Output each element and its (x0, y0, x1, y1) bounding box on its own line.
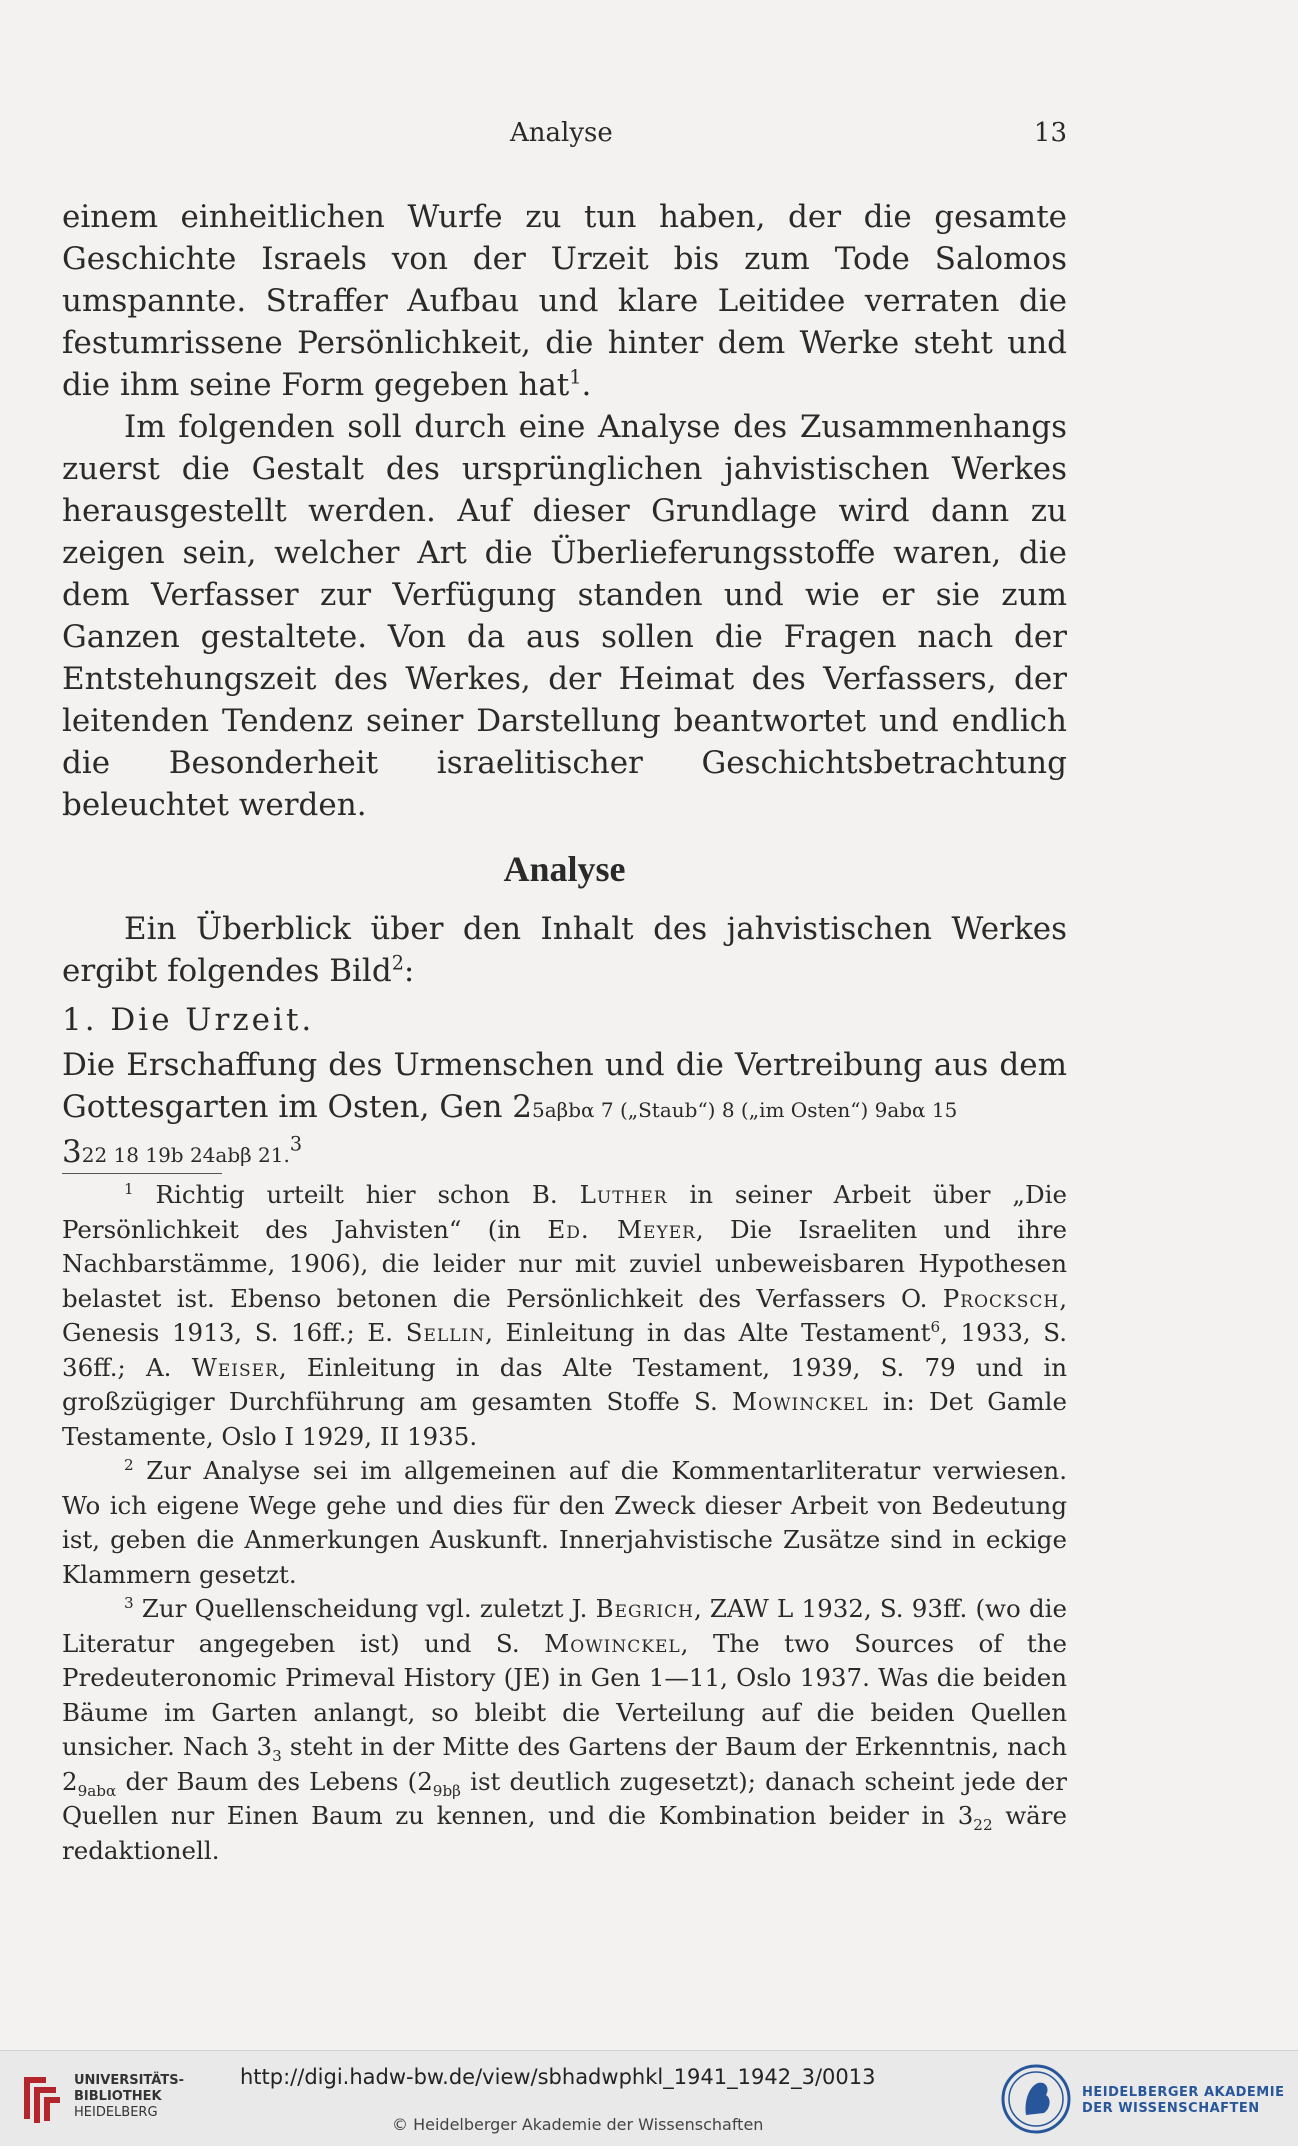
footnote-mark: 1 (124, 1179, 134, 1198)
footnote-text: Zur Quellenscheidung vgl. zuletzt J. (141, 1594, 588, 1623)
author-name: Ed. Meyer (547, 1214, 696, 1244)
item-text: Die Erschaffung des Urmenschen und die Vertreibung aus dem Gottesgarten im Osten, Gen 2 (62, 1047, 1067, 1125)
section-heading: Analyse (503, 849, 626, 889)
running-head (62, 118, 1067, 154)
footnote-text: , Die Israeliten und ihre Nachbarstämme, 1906), die leider nur mit zuviel unbeweisbaren Hypothesen belastet ist. Ebenso betonen die Persönlichkeit des Verfassers O. (62, 1214, 1067, 1313)
library-name (74, 2073, 184, 2121)
academy-seal-icon (1000, 2063, 1072, 2135)
page-number: 13 (1033, 118, 1067, 148)
footnote-mark: 3 (124, 1593, 134, 1612)
footnote-text: , Genesis 1913, S. 16ff.; E. (62, 1283, 1067, 1347)
edition-number: 6 (930, 1317, 941, 1336)
verse-references: 22 18 19b 24abβ 21. (81, 1143, 290, 1167)
footnote-text: , ZAW L 1932, S. 93ff. (wo die Literatur angegeben ist) und S. (62, 1594, 1067, 1658)
verse-ref: 2 (417, 1766, 433, 1796)
footnote-text: Zur Analyse sei im allgemeinen auf die Kommentarliteratur verwiesen. Wo ich eigene Wege gehe und dies für den Zweck dieser Arbeit von Bedeutung ist, geben die Anmerkungen Auskunft. Innerjahvistische Zusätze sind in eckige Klammern gesetzt. (62, 1456, 1067, 1589)
chapter-number: 3 (62, 1134, 82, 1170)
author-name: Luther (579, 1180, 668, 1209)
verse-ref-sub: 3 (272, 1746, 282, 1765)
footnote-3 (62, 1592, 1067, 1868)
footnote-2 (62, 1454, 1067, 1592)
footnote-text: , The two Sources of the Predeuteronomic Primeval History (JE) in Gen 1—11, Oslo 1937. Was die beiden Bäume im Garten anlangt, so bleibt die Verteilung auf die beiden Quellen unsicher. Nach (62, 1628, 1067, 1761)
paragraph-outline (62, 406, 1067, 826)
paragraph-text: Im folgenden soll durch eine Analyse des Zusammenhangs zuerst die Gestalt des ursprünglichen jahvistischen Werkes herausgestellt werden. Auf dieser Grundlage wird dann zu zeigen sein, welcher Art die Überlieferungsstoffe waren, die dem Verfasser zur Verfügung standen und wie er sie zum Ganzen gestaltete. Von da aus sollen die Fragen nach der Entstehungszeit des Werkes, der Heimat des Verfassers, der leitenden Tendenz seiner Darstellung beantwortet und endlich die Besonderheit israelitischer Geschichtsbetrachtung beleuchtet werden. (62, 409, 1067, 823)
running-title: Analyse (510, 118, 613, 148)
academy-line-1: HEIDELBERGER AKADEMIE (1082, 2085, 1285, 2100)
verse-ref: 3 (957, 1801, 974, 1830)
footnote-mark: 2 (124, 1455, 134, 1474)
item-heading: 1. Die Urzeit. (62, 1002, 315, 1038)
verse-ref-sub: 9bβ (432, 1781, 461, 1800)
copyright-notice: © Heidelberger Akademie der Wissenschaften (392, 2115, 764, 2134)
verse-ref: 2 (62, 1766, 78, 1796)
permalink-url[interactable]: http://digi.hadw-bw.de/view/sbhadwphkl_1941_1942_3/0013 (240, 2065, 876, 2089)
author-name: Weiser (191, 1352, 279, 1382)
author-name: Procksch (942, 1283, 1060, 1313)
verse-ref-sub: 9abα (77, 1781, 117, 1800)
footnote-text: , Einleitung in das Alte Testament (485, 1318, 931, 1347)
academy-line-2: DER WISSENSCHAFTEN (1082, 2101, 1260, 2116)
footnote-ref[interactable]: 1 (569, 365, 582, 389)
footnote-text: der Baum des Lebens ( (125, 1766, 418, 1796)
intro-end: : (403, 953, 415, 989)
verse-ref-sub: 22 (973, 1815, 993, 1834)
footnote-text: steht in der Mitte des Gartens der Baum der Erkenntnis, nach (289, 1732, 1068, 1761)
author-name: Sellin (405, 1318, 486, 1347)
library-logo-icon (16, 2073, 64, 2125)
footnote-text: in seiner Arbeit über „Die Persönlichkeit des Jahvisten“ (in (62, 1180, 1068, 1244)
item-paragraph (62, 1044, 1067, 1176)
section-intro (62, 908, 1067, 992)
library-line-2: BIBLIOTHEK (74, 2089, 162, 2104)
footnotes (62, 1178, 1067, 1868)
footnote-text: , Einleitung in das Alte Testament, 1939, S. 79 und in großzügiger Durchführung am gesamten Stoffe S. (62, 1352, 1067, 1416)
footnote-text: , 1933, S. 36ff.; A. (62, 1318, 1067, 1382)
footnote-ref[interactable]: 2 (391, 951, 404, 975)
footer-bar (0, 2050, 1298, 2146)
paragraph-continued (62, 196, 1067, 406)
intro-text: Ein Überblick über den Inhalt des jahvistischen Werkes ergibt folgendes Bild (62, 911, 1067, 989)
academy-name (1082, 2085, 1284, 2117)
footnote-text: Richtig urteilt hier schon B. (155, 1180, 558, 1209)
author-name: Begrich (595, 1594, 694, 1623)
verse-ref: 3 (256, 1732, 273, 1761)
footnote-1 (62, 1178, 1067, 1454)
author-name: Mowinckel (544, 1628, 681, 1658)
paragraph-end: . (581, 367, 592, 403)
footnote-text: in: Det Gamle Testamente, Oslo I 1929, II 1935. (62, 1387, 1067, 1451)
footnote-ref[interactable]: 3 (289, 1132, 303, 1156)
footnote-divider (62, 1173, 222, 1174)
footnote-text: wäre redaktionell. (62, 1801, 1067, 1865)
paragraph-text: einem einheitlichen Wurfe zu tun haben, der die gesamte Geschichte Israels von der Urzeit bis zum Tode Salomos umspannte. Straffer Aufbau und klare Leitidee verraten die festumrissene Persönlichkeit, die hinter dem Werke steht und die ihm seine Form gegeben hat (62, 199, 1067, 403)
library-line-3: HEIDELBERG (74, 2105, 158, 2120)
library-line-1: UNIVERSITÄTS- (74, 2073, 184, 2088)
author-name: Mowinckel (732, 1387, 869, 1416)
verse-references: 5aβbα 7 („Staub“) 8 („im Osten“) 9abα 15 (531, 1098, 958, 1122)
footnote-text: ist deutlich zugesetzt); danach scheint jede der Quellen nur Einen Baum zu kennen, und die Kombination beider in (62, 1766, 1067, 1830)
